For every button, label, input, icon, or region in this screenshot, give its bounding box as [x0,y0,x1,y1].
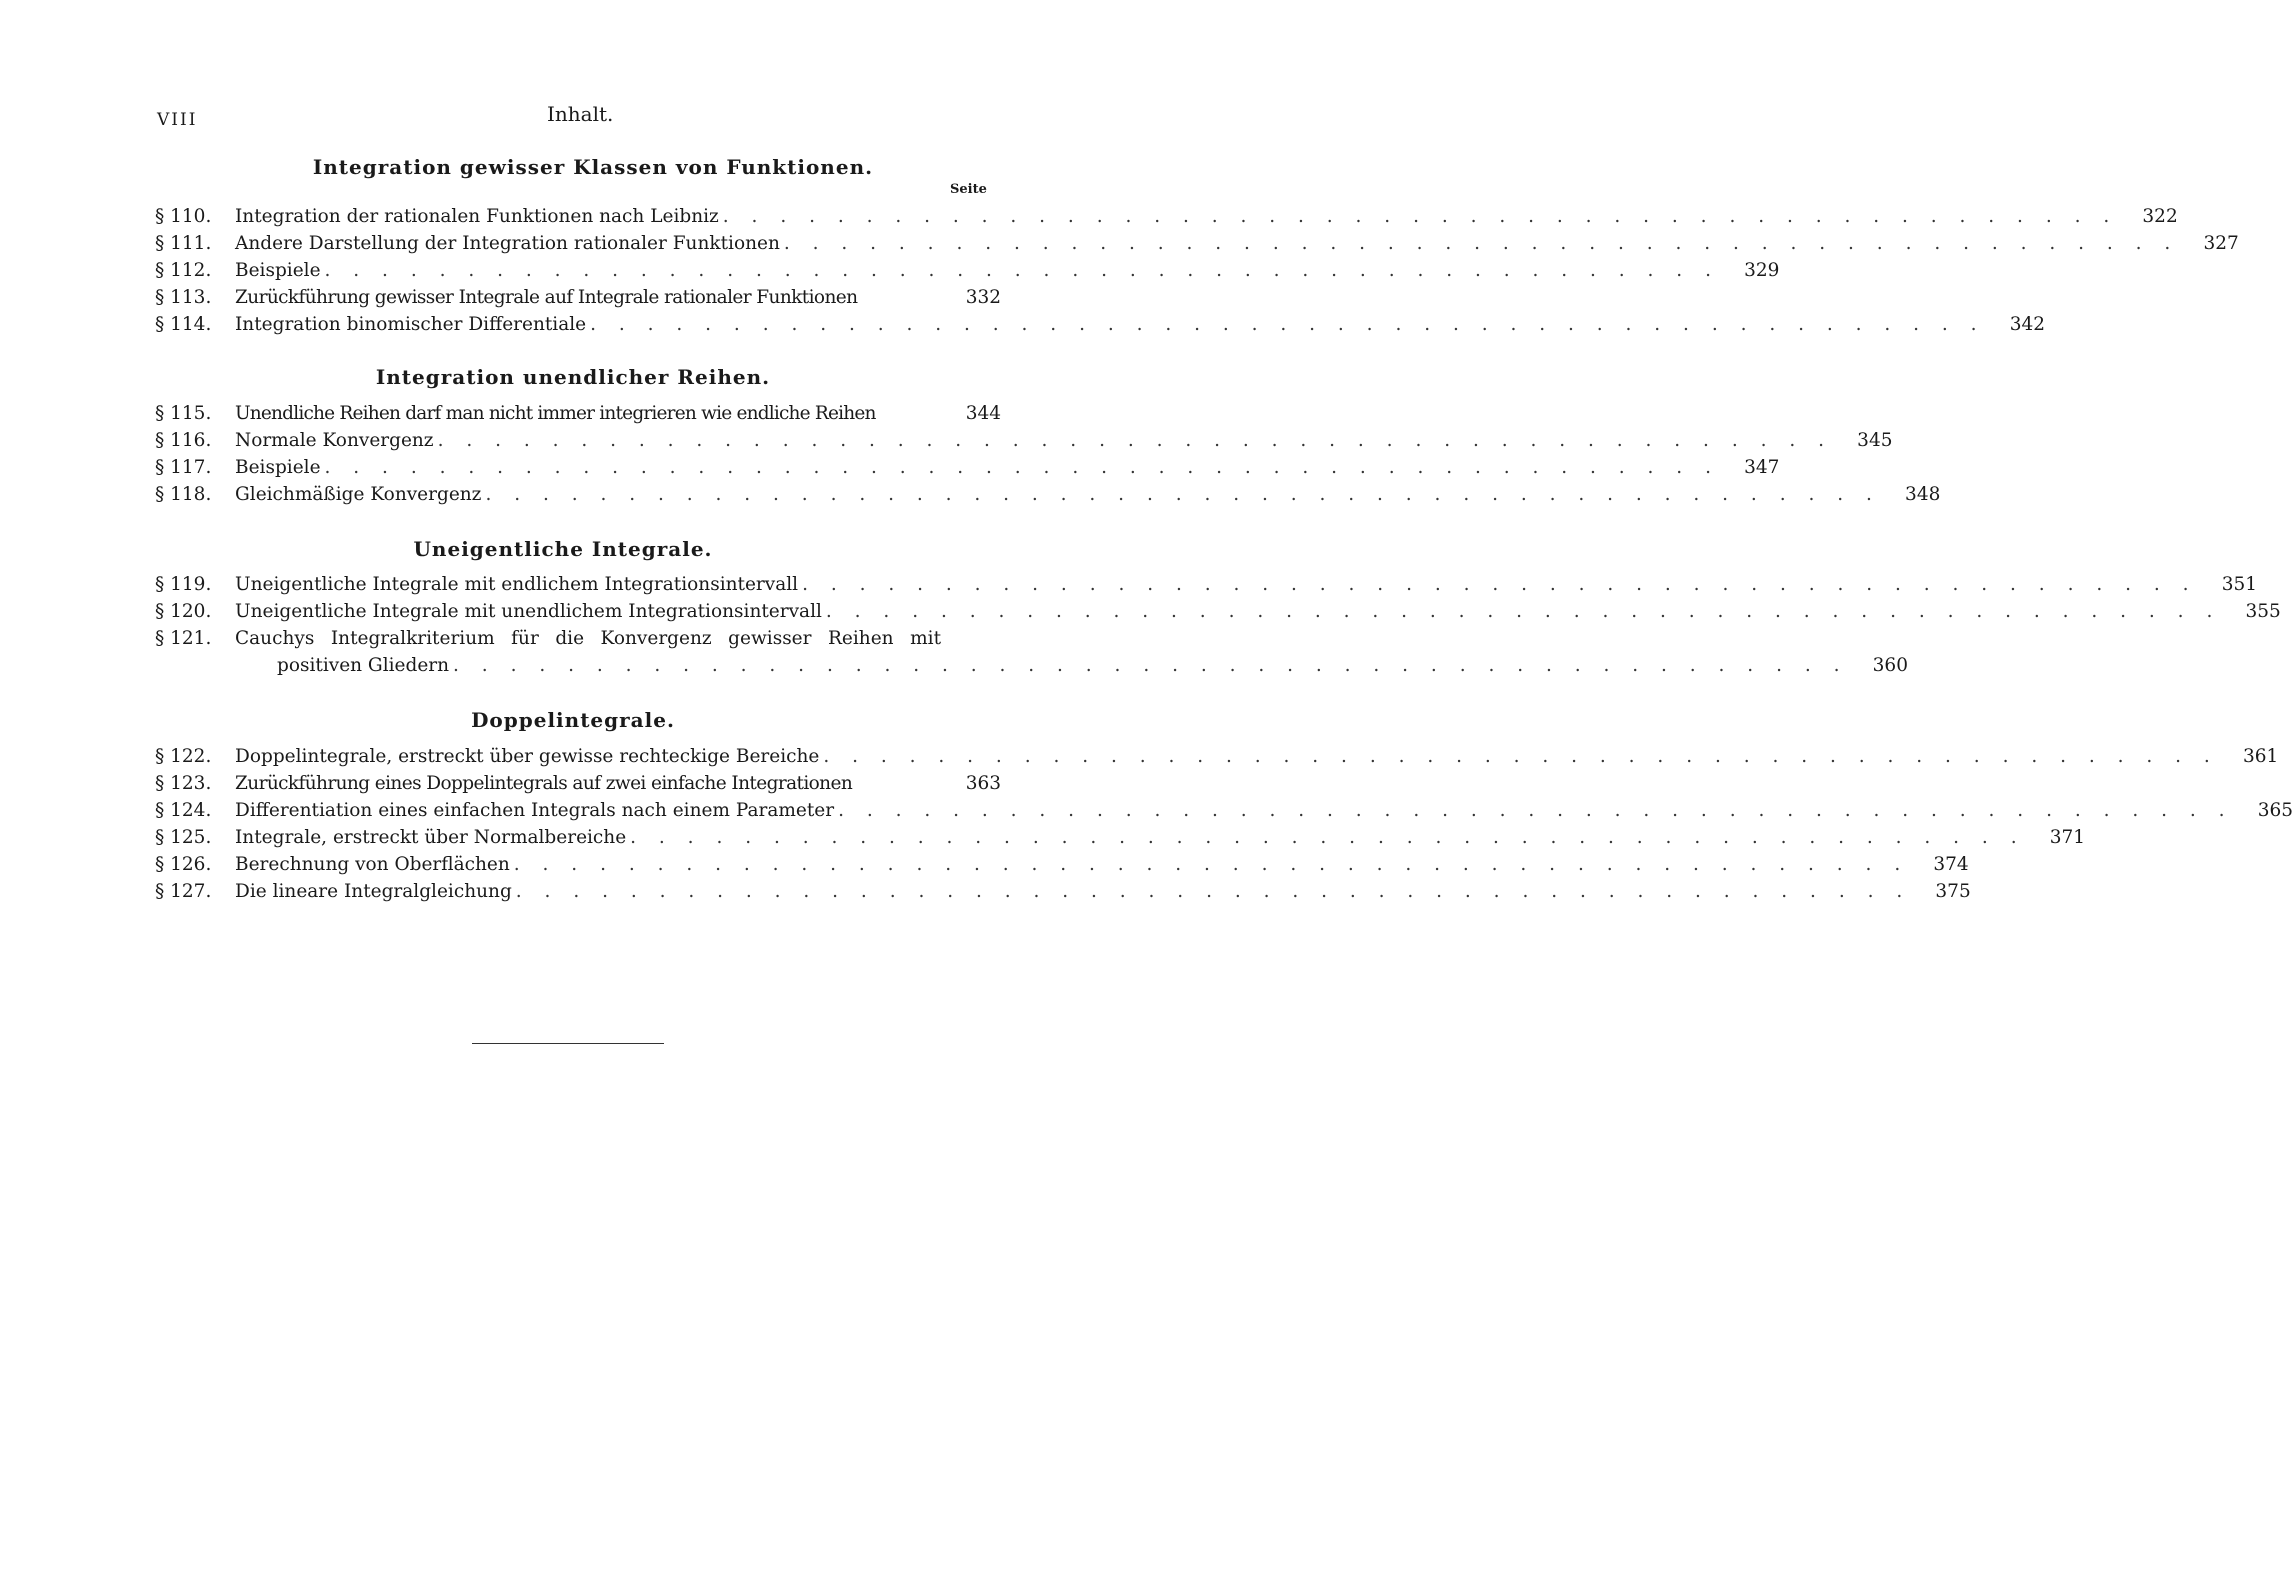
entry-page: 355 [2245,601,2281,622]
entry-title: Integrale, erstreckt über Normalbereiche [235,827,627,848]
entry-title: Beispiele [235,260,321,281]
entry-page: 345 [1857,430,1893,451]
entry-page: 327 [2203,233,2239,254]
entry-number: § 121. [155,628,212,649]
dot-leader: . . . . . . . . . . . . . . . . . . . . . . . . . . . . . . . . . . . . . . . . . . . . . . . . . [324,260,1720,281]
running-header [0,102,1191,132]
entry-title-continued: positiven Gliedern [277,655,450,676]
entry-title: Die lineare Integralgleichung [235,881,512,902]
page-folio: VIII [157,110,198,130]
entry-number: § 111. [155,233,212,254]
entry-page: 351 [2221,574,2257,595]
entry-number: § 116. [155,430,212,451]
entry-title: Integration der rationalen Funktionen nach Leibniz [235,206,719,227]
entry-title: Uneigentliche Integrale mit endlichem Integrationsintervall [235,574,799,595]
entry-title: Normale Konvergenz [235,430,434,451]
entry-page: 329 [1744,260,1780,281]
dot-leader: . . . . . . . . . . . . . . . . . . . . . . . . . . . . . . . . . . . . . . . . . . . . . . . . . [630,827,2026,848]
entry-title: Beispiele [235,457,321,478]
entry-number: § 114. [155,314,212,335]
section-heading: Integration gewisser Klassen von Funktionen. [312,155,874,179]
entry-title: Andere Darstellung der Integration rationaler Funktionen [235,233,780,254]
entry-page: 347 [1744,457,1780,478]
entry-page: 371 [2049,827,2086,848]
section-heading: Integration unendlicher Reihen. [375,365,771,389]
dot-leader: . . . . . . . . . . . . . . . . . . . . . . . . . . . . . . . . . . . . . . . . . . . . . . . . . [437,430,1833,451]
running-title: Inhalt. [547,102,614,126]
entry-number: § 118. [155,484,212,505]
entry-title: Berechnung von Oberflächen [235,854,510,875]
entry-page: 332 [965,287,1001,308]
entry-page: 361 [2242,746,2279,767]
entry-page: 375 [1935,881,1971,902]
entry-number: § 122. [155,746,212,767]
closing-rule [472,1043,664,1044]
dot-leader: . . . . . . . . . . . . . . . . . . . . . . . . . . . . . . . . . . . . . . . . . . . . . . . . . [783,233,2179,254]
section-heading: Doppelintegrale. [471,708,675,732]
entry-number: § 117. [155,457,212,478]
entry-title: Cauchys Integralkriterium für die Konvergenz gewisser Reihen mit [235,628,941,649]
entry-number: § 125. [155,827,212,848]
dot-leader: . . . . . . . . . . . . . . . . . . . . . . . . . . . . . . . . . . . . . . . . . . . . . . . . . [825,601,2221,622]
entry-number: § 112. [155,260,212,281]
section-heading: Uneigentliche Integrale. [413,537,713,561]
dot-leader: . . . . . . . . . . . . . . . . . . . . . . . . . . . . . . . . . . . . . . . . . . . . . . . . . [453,655,1848,676]
entry-page: 360 [1872,655,1908,676]
entry-number: § 120. [155,601,212,622]
entry-title: Uneigentliche Integrale mit unendlichem Integrationsintervall [235,601,822,622]
dot-leader: . . . . . . . . . . . . . . . . . . . . . . . . . . . . . . . . . . . . . . . . . . . . . . . . . [485,484,1881,505]
entry-page: 374 [1933,854,1969,875]
dot-leader: . . . . . . . . . . . . . . . . . . . . . . . . . . . . . . . . . . . . . . . . . . . . . . . . . [823,746,2219,767]
entry-title: Gleichmäßige Konvergenz [235,484,482,505]
entry-page: 344 [965,403,1001,424]
entry-page: 348 [1905,484,1941,505]
entry-number: § 124. [155,800,212,821]
dot-leader: . . . . . . . . . . . . . . . . . . . . . . . . . . . . . . . . . . . . . . . . . . . . . . . . . [515,881,1911,902]
entry-number: § 126. [155,854,212,875]
entry-page: 365 [2257,800,2293,821]
entry-number: § 110. [155,206,212,227]
dot-leader [880,400,941,427]
entry-title: Differentiation eines einfachen Integrals nach einem Parameter [235,800,835,821]
entry-title: Zurückführung gewisser Integrale auf Integrale rationaler Funktionen [235,287,858,308]
dot-leader: . . . . . . . . . . . . . . . . . . . . . . . . . . . . . . . . . . . . . . . . . . . . . . . . . [513,854,1909,875]
entry-number: § 123. [155,773,212,794]
dot-leader [861,284,941,311]
entry-number: § 113. [155,287,212,308]
entry-page: 363 [965,773,1001,794]
entry-number: § 115. [155,403,212,424]
entry-page: 322 [2142,206,2178,227]
entry-title: Doppelintegrale, erstreckt über gewisse rechteckige Bereiche [235,746,820,767]
dot-leader: . . . . . . . . . . . . . . . . . . . . . . . . . . . . . . . . . . . . . . . . . . . . . . . . . [802,574,2197,595]
toc-entry [155,625,1908,679]
dot-leader: . . . . . . . . . . . . . . . . . . . . . . . . . . . . . . . . . . . . . . . . . . . . . . . . . [838,800,2234,821]
entry-title: Integration binomischer Differentiale [235,314,587,335]
entry-title: Unendliche Reihen darf man nicht immer integrieren wie endliche Reihen [235,403,876,424]
dot-leader: . . . . . . . . . . . . . . . . . . . . . . . . . . . . . . . . . . . . . . . . . . . . . . . . . [722,206,2118,227]
dot-leader: . . . . . . . . . . . . . . . . . . . . . . . . . . . . . . . . . . . . . . . . . . . . . . . . . [324,457,1720,478]
entry-number: § 119. [155,574,212,595]
dot-leader [856,770,941,797]
entry-title: Zurückführung eines Doppelintegrals auf zwei einfache Integrationen [235,773,853,794]
dot-leader: . . . . . . . . . . . . . . . . . . . . . . . . . . . . . . . . . . . . . . . . . . . . . . . . . [590,314,1986,335]
entry-page: 342 [2009,314,2046,335]
entry-number: § 127. [155,881,212,902]
seite-label: Seite [950,182,987,197]
